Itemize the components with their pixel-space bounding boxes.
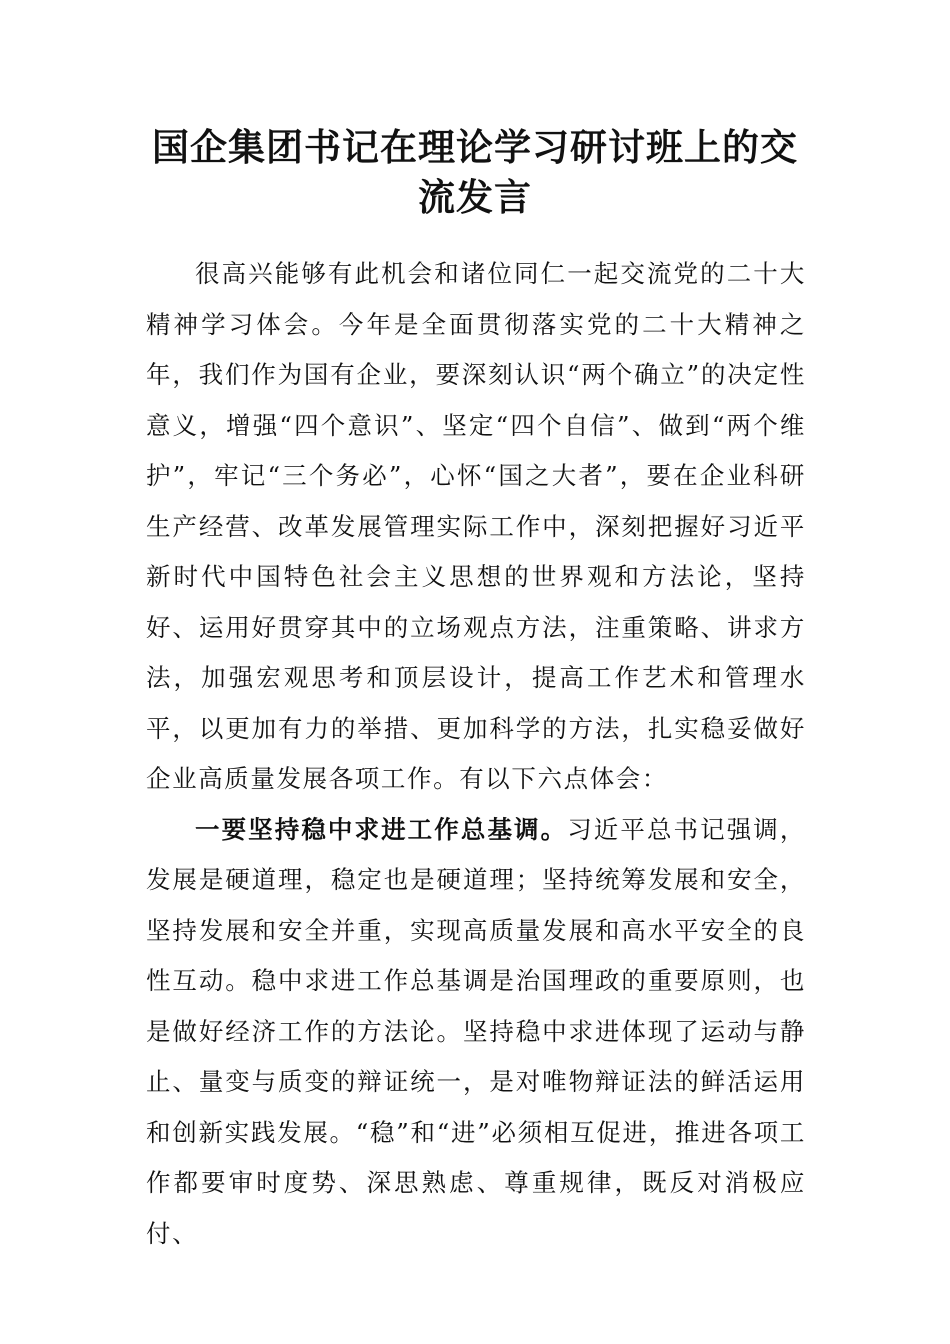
paragraph-point-one-text: 习近平总书记强调，发展是硬道理，稳定也是硬道理；坚持统筹发展和安全，坚持发展和安全并重，实现高质量发展和高水平安全的良性互动。稳中求进工作总基调是治国理政的重要原则，也是做好经济工作的方法论。坚持稳中求进体现了运动与静止、量变与质变的辩证统一，是对唯物辩证法的鲜活运用和创新实践发展。“稳”和“进”必须相互促进，推进各项工作都要审时度势、深思熟虑、尊重规律，既反对消极应付、 [146, 814, 806, 1248]
paragraph-intro-text: 很高兴能够有此机会和诸位同仁一起交流党的二十大精神学习体会。今年是全面贯彻落实党的二十大精神之年，我们作为国有企业，要深刻认识“两个确立”的决定性意义，增强“四个意识”、坚定“四个自信”、做到“两个维护”，牢记“三个务必”，心怀“国之大者”，要在企业科研生产经营、改革发展管理实际工作中，深刻把握好习近平新时代中国特色社会主义思想的世界观和方法论，坚持好、运用好贯穿其中的立场观点方法，注重策略、讲求方法，加强宏观思考和顶层设计，提高工作艺术和管理水平，以更加有力的举措、更加科学的方法，扎实稳妥做好企业高质量发展各项工作。有以下六点体会： [146, 259, 806, 793]
document-body [146, 249, 806, 1259]
paragraph-point-one [146, 805, 806, 1260]
paragraph-intro [146, 249, 806, 805]
document-title: 国企集团书记在理论学习研讨班上的交流发言 [152, 125, 798, 219]
paragraph-point-one-heading: 一要坚持稳中求进工作总基调。 [195, 814, 568, 844]
